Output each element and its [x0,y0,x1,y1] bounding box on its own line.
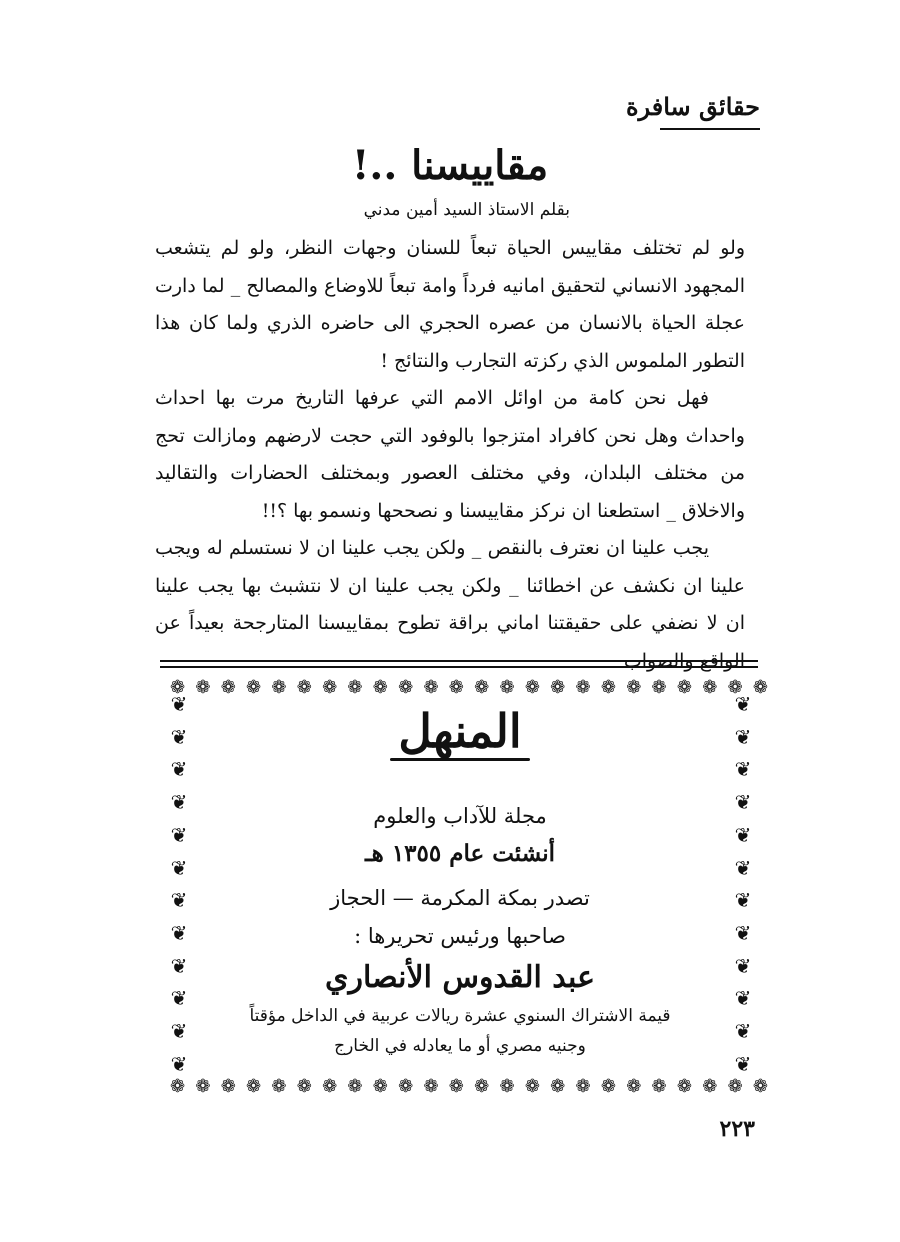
ornament-border-bottom [170,1074,768,1100]
article-title: مقاييسنا ..! [351,142,549,189]
ornament-icon: ❁ [220,677,236,698]
subscription-line-1: قيمة الاشتراك السنوي عشرة ريالات عربية في الداخل مؤقتاً [249,1006,671,1026]
ornament-icon: ❁ [372,1076,388,1097]
ornament-icon: ❁ [347,1076,363,1097]
ornament-icon: ❁ [296,1076,312,1097]
ornament-icon: ❁ [372,677,388,698]
ornament-icon: ❁ [474,1076,490,1097]
ornament-icon: ❁ [448,677,464,698]
ornament-border-left [166,694,192,1074]
ornament-icon: ❁ [347,677,363,698]
ornament-icon: ❁ [702,677,718,698]
ornament-icon: ❦ [170,986,188,1011]
ornament-icon: ❦ [734,1019,752,1044]
ornament-icon: ❦ [170,757,188,782]
ornament-icon: ❦ [734,888,752,913]
ornament-icon: ❁ [423,677,439,698]
article-paragraph-3: يجب علينا ان نعترف بالنقص _ ولكن يجب علينا ان لا نستسلم له ويجب علينا ان نكشف عن اخطائنا _ ولكن يجب علينا ان لا نتشبث بها يجب علينا ان لا نضفي على حقيقتنا اماني براقة تطوح بمقاييسنا المتارجحة بعيداً عن الواقع والصواب [155,537,745,672]
logo-underline [390,758,530,761]
article-paragraph-2: فهل نحن كامة من اوائل الامم التي عرفها التاريخ مرت بها احداث واحداث وهل نحن كافراد امتزجوا بالوفود التي حجت لارضهم ومازالت تحج من مختلف البلدان، وفي مختلف العصور وبمختلف الحضارات والتقاليد والاخلاق _ استطعنا ان نركز مقاييسنا و نصححها ونسمو بها ؟!! [155,387,745,522]
ornament-icon: ❁ [626,1076,642,1097]
ornament-icon: ❁ [296,677,312,698]
ornament-icon: ❁ [752,677,768,698]
ornament-icon: ❁ [651,1076,667,1097]
ornament-icon: ❁ [727,1076,743,1097]
ornament-icon: ❁ [322,677,338,698]
ornament-icon: ❦ [734,953,752,978]
ornament-icon: ❦ [170,724,188,749]
article-paragraph-1: ولو لم تختلف مقاييس الحياة تبعاً للسنان وجهات النظر، ولو لم يتشعب المجهود الانساني لتحقيق امانيه فرداً وامة تبعاً للاوضاع والمصالح _ لما دارت عجلة الحياة بالانسان من عصره الحجري الى حاضره الذري ولما كان هذا التطور الملموس الذي ركزته التجارب والنتائج ! [155,237,745,372]
ornament-icon: ❦ [170,1019,188,1044]
ornament-icon: ❦ [170,1051,188,1076]
ornament-icon: ❁ [575,1076,591,1097]
ornament-icon: ❁ [676,677,692,698]
ornament-border-right [730,694,756,1074]
ornament-icon: ❁ [322,1076,338,1097]
ornament-icon: ❁ [271,677,287,698]
ornament-border-top [170,675,768,701]
ornament-icon: ❦ [170,953,188,978]
ornament-icon: ❁ [398,1076,414,1097]
ornament-icon: ❁ [575,677,591,698]
owner-label: صاحبها ورئيس تحريرها : [354,924,566,948]
ornament-icon: ❦ [170,888,188,913]
ornament-icon: ❁ [550,1076,566,1097]
ornament-icon: ❦ [170,855,188,880]
ornament-icon: ❁ [550,677,566,698]
ornament-icon: ❁ [524,677,540,698]
subscription-line-2: وجنيه مصري أو ما يعادله في الخارج [334,1036,586,1056]
ornament-icon: ❦ [734,790,752,815]
article-body [155,230,745,680]
ornament-icon: ❁ [195,1076,211,1097]
section-label-underline [660,128,760,130]
ornament-icon: ❁ [600,1076,616,1097]
owner-name: عبد القدوس الأنصاري [324,960,595,995]
ornament-icon: ❁ [626,677,642,698]
ornament-icon: ❦ [734,724,752,749]
ornament-icon: ❁ [195,677,211,698]
ornament-icon: ❁ [448,1076,464,1097]
ornament-icon: ❦ [734,855,752,880]
ornament-icon: ❦ [734,921,752,946]
magazine-published: تصدر بمكة المكرمة — الحجاز [330,886,590,910]
ornament-icon: ❁ [170,1076,186,1097]
ornament-icon: ❁ [600,677,616,698]
ornament-icon: ❁ [246,1076,262,1097]
ornament-icon: ❁ [170,677,186,698]
magazine-advert [200,700,720,1072]
magazine-logo: المنهل [398,704,522,758]
ornament-icon: ❁ [220,1076,236,1097]
ornament-icon: ❁ [524,1076,540,1097]
section-label: حقائق سافرة [625,92,760,121]
ornament-icon: ❁ [499,1076,515,1097]
ornament-icon: ❁ [474,677,490,698]
ornament-icon: ❁ [651,677,667,698]
ornament-icon: ❦ [170,921,188,946]
ornament-icon: ❦ [734,692,752,716]
page-number: ٢٢٣ [719,1116,755,1142]
ornament-icon: ❦ [734,822,752,847]
ornament-icon: ❁ [752,1076,768,1097]
ornament-icon: ❦ [170,692,188,716]
ornament-icon: ❁ [398,677,414,698]
ornament-icon: ❁ [271,1076,287,1097]
article-byline: بقلم الاستاذ السيد أمين مدني [363,200,570,220]
ornament-icon: ❦ [734,986,752,1011]
magazine-tagline: مجلة للآداب والعلوم [373,804,547,828]
ornament-icon: ❦ [734,757,752,782]
ornament-icon: ❁ [702,1076,718,1097]
magazine-founded: أنشئت عام ١٣٥٥ هـ [364,840,556,867]
section-divider [160,660,758,668]
ornament-icon: ❁ [246,677,262,698]
ornament-icon: ❁ [676,1076,692,1097]
ornament-icon: ❦ [170,822,188,847]
ornament-icon: ❁ [727,677,743,698]
ornament-icon: ❁ [499,677,515,698]
ornament-icon: ❦ [170,790,188,815]
ornament-icon: ❁ [423,1076,439,1097]
ornament-icon: ❦ [734,1051,752,1076]
